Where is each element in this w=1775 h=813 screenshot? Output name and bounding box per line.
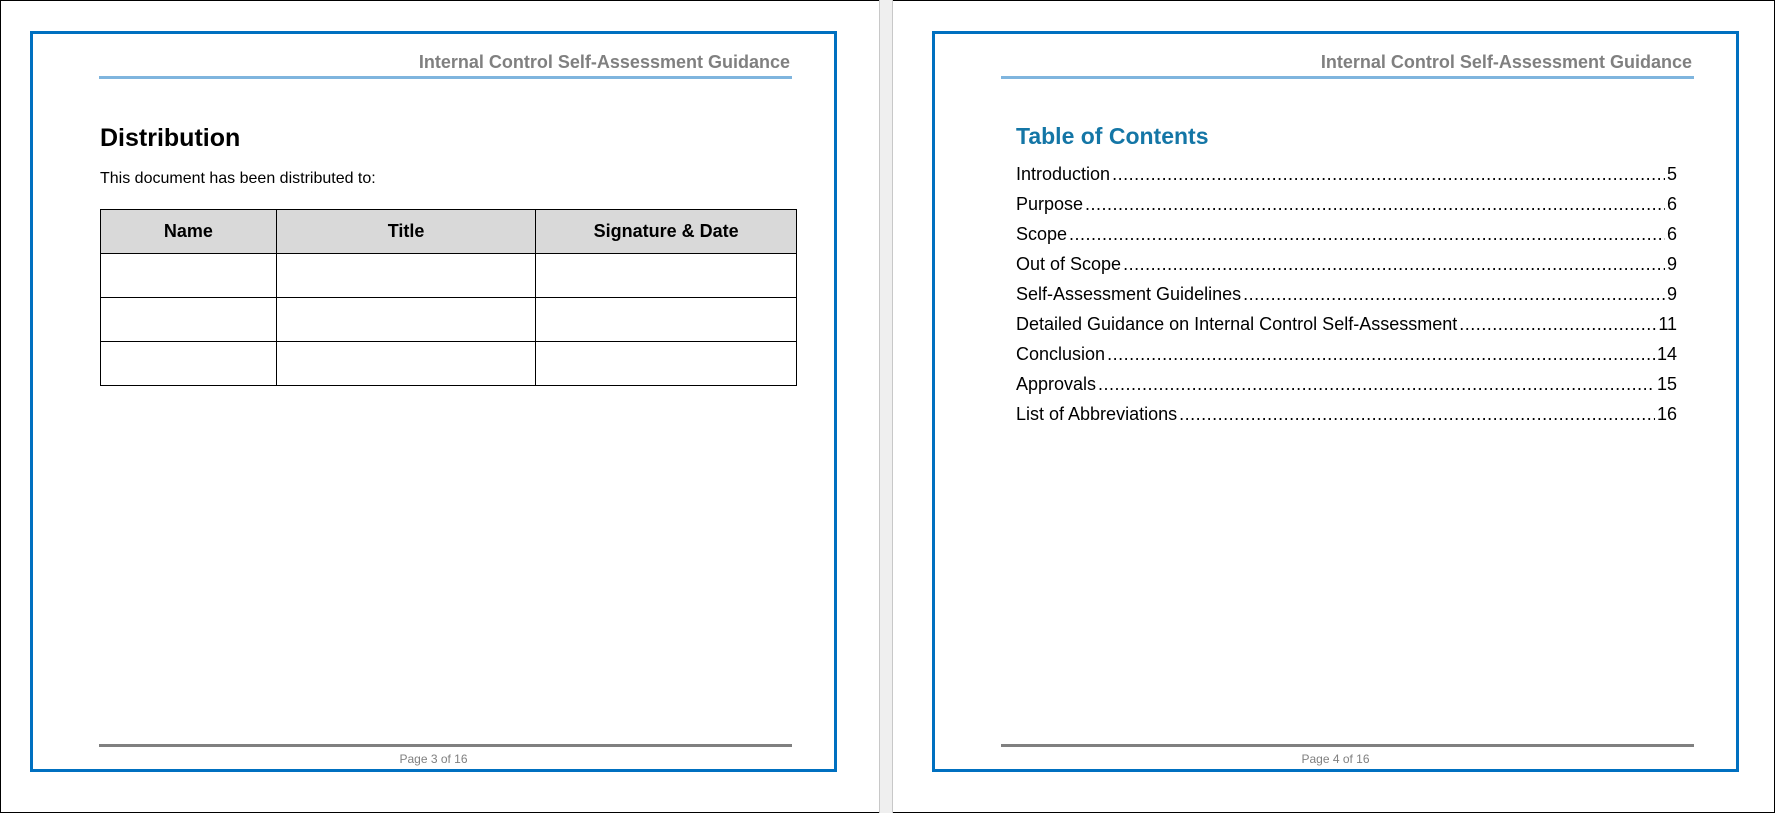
table-cell-name[interactable]: [101, 298, 277, 342]
distribution-table: [100, 209, 797, 386]
toc-entry-label: Approvals: [1016, 374, 1097, 394]
toc-entry-page: 9: [1666, 284, 1677, 304]
toc-entry-label: Introduction: [1016, 164, 1111, 184]
toc-entry-label: List of Abbreviations: [1016, 404, 1178, 424]
table-cell-title[interactable]: [276, 254, 536, 298]
toc-entry-label: Self-Assessment Guidelines: [1016, 284, 1242, 304]
table-cell-signature-date[interactable]: [536, 298, 797, 342]
table-cell-name[interactable]: [101, 254, 277, 298]
toc-heading: Table of Contents: [1016, 123, 1209, 149]
column-header-signature-date: Signature & Date: [536, 210, 797, 254]
column-header-name: Name: [101, 210, 277, 254]
table-cell-name[interactable]: [101, 342, 277, 386]
toc-entry-label: Scope: [1016, 224, 1068, 244]
toc-entry-list-of-abbreviations[interactable]: [1016, 402, 1677, 432]
toc-entry-out-of-scope[interactable]: [1016, 252, 1677, 282]
toc-leader-dots: [1107, 342, 1655, 366]
column-header-title: Title: [276, 210, 536, 254]
toc-entry-detailed-guidance[interactable]: [1016, 312, 1677, 342]
toc-leader-dots: [1112, 162, 1665, 186]
toc-leader-dots: [1085, 192, 1665, 216]
page-3: [30, 31, 837, 772]
page-number: Page 4 of 16: [1301, 752, 1370, 766]
toc-entry-purpose[interactable]: [1016, 192, 1677, 222]
table-row: [101, 298, 797, 342]
table-row: [101, 254, 797, 298]
page-number: Page 3 of 16: [399, 752, 468, 766]
toc-entry-page: 15: [1656, 374, 1677, 394]
distribution-heading: Distribution: [100, 124, 241, 152]
table-cell-title[interactable]: [276, 342, 536, 386]
header-rule: [99, 76, 792, 79]
toc-entry-introduction[interactable]: [1016, 162, 1677, 192]
toc-entry-label: Conclusion: [1016, 344, 1106, 364]
page-gutter: [879, 0, 893, 813]
toc-leader-dots: [1459, 312, 1656, 336]
toc-entry-approvals[interactable]: [1016, 372, 1677, 402]
table-cell-title[interactable]: [276, 298, 536, 342]
toc-entry-label: Purpose: [1016, 194, 1084, 214]
toc-entry-page: 16: [1656, 404, 1677, 424]
toc-entry-page: 14: [1656, 344, 1677, 364]
toc-entry-conclusion[interactable]: [1016, 342, 1677, 372]
table-cell-signature-date[interactable]: [536, 342, 797, 386]
toc-entry-label: Out of Scope: [1016, 254, 1122, 274]
toc-entry-page: 9: [1666, 254, 1677, 274]
table-row: [101, 342, 797, 386]
table-cell-signature-date[interactable]: [536, 254, 797, 298]
toc-entry-page: 5: [1666, 164, 1677, 184]
toc-leader-dots: [1123, 252, 1665, 276]
distribution-intro: This document has been distributed to:: [100, 170, 376, 187]
footer-rule: [99, 744, 792, 747]
page-header-title: Internal Control Self-Assessment Guidance: [1320, 52, 1692, 72]
page-header-title: Internal Control Self-Assessment Guidance: [418, 52, 790, 72]
toc-leader-dots: [1179, 402, 1655, 426]
toc-entry-label: Detailed Guidance on Internal Control Self-Assessment: [1016, 314, 1458, 334]
toc-leader-dots: [1243, 282, 1665, 306]
toc-entry-page: 6: [1666, 224, 1677, 244]
header-rule: [1001, 76, 1694, 79]
toc-leader-dots: [1098, 372, 1655, 396]
table-of-contents: [1016, 162, 1677, 432]
toc-entry-page: 6: [1666, 194, 1677, 214]
toc-entry-page: 11: [1658, 314, 1677, 334]
toc-entry-self-assessment-guidelines[interactable]: [1016, 282, 1677, 312]
toc-leader-dots: [1069, 222, 1665, 246]
footer-rule: [1001, 744, 1694, 747]
page-4: [932, 31, 1739, 772]
table-header-row: [101, 210, 797, 254]
toc-entry-scope[interactable]: [1016, 222, 1677, 252]
